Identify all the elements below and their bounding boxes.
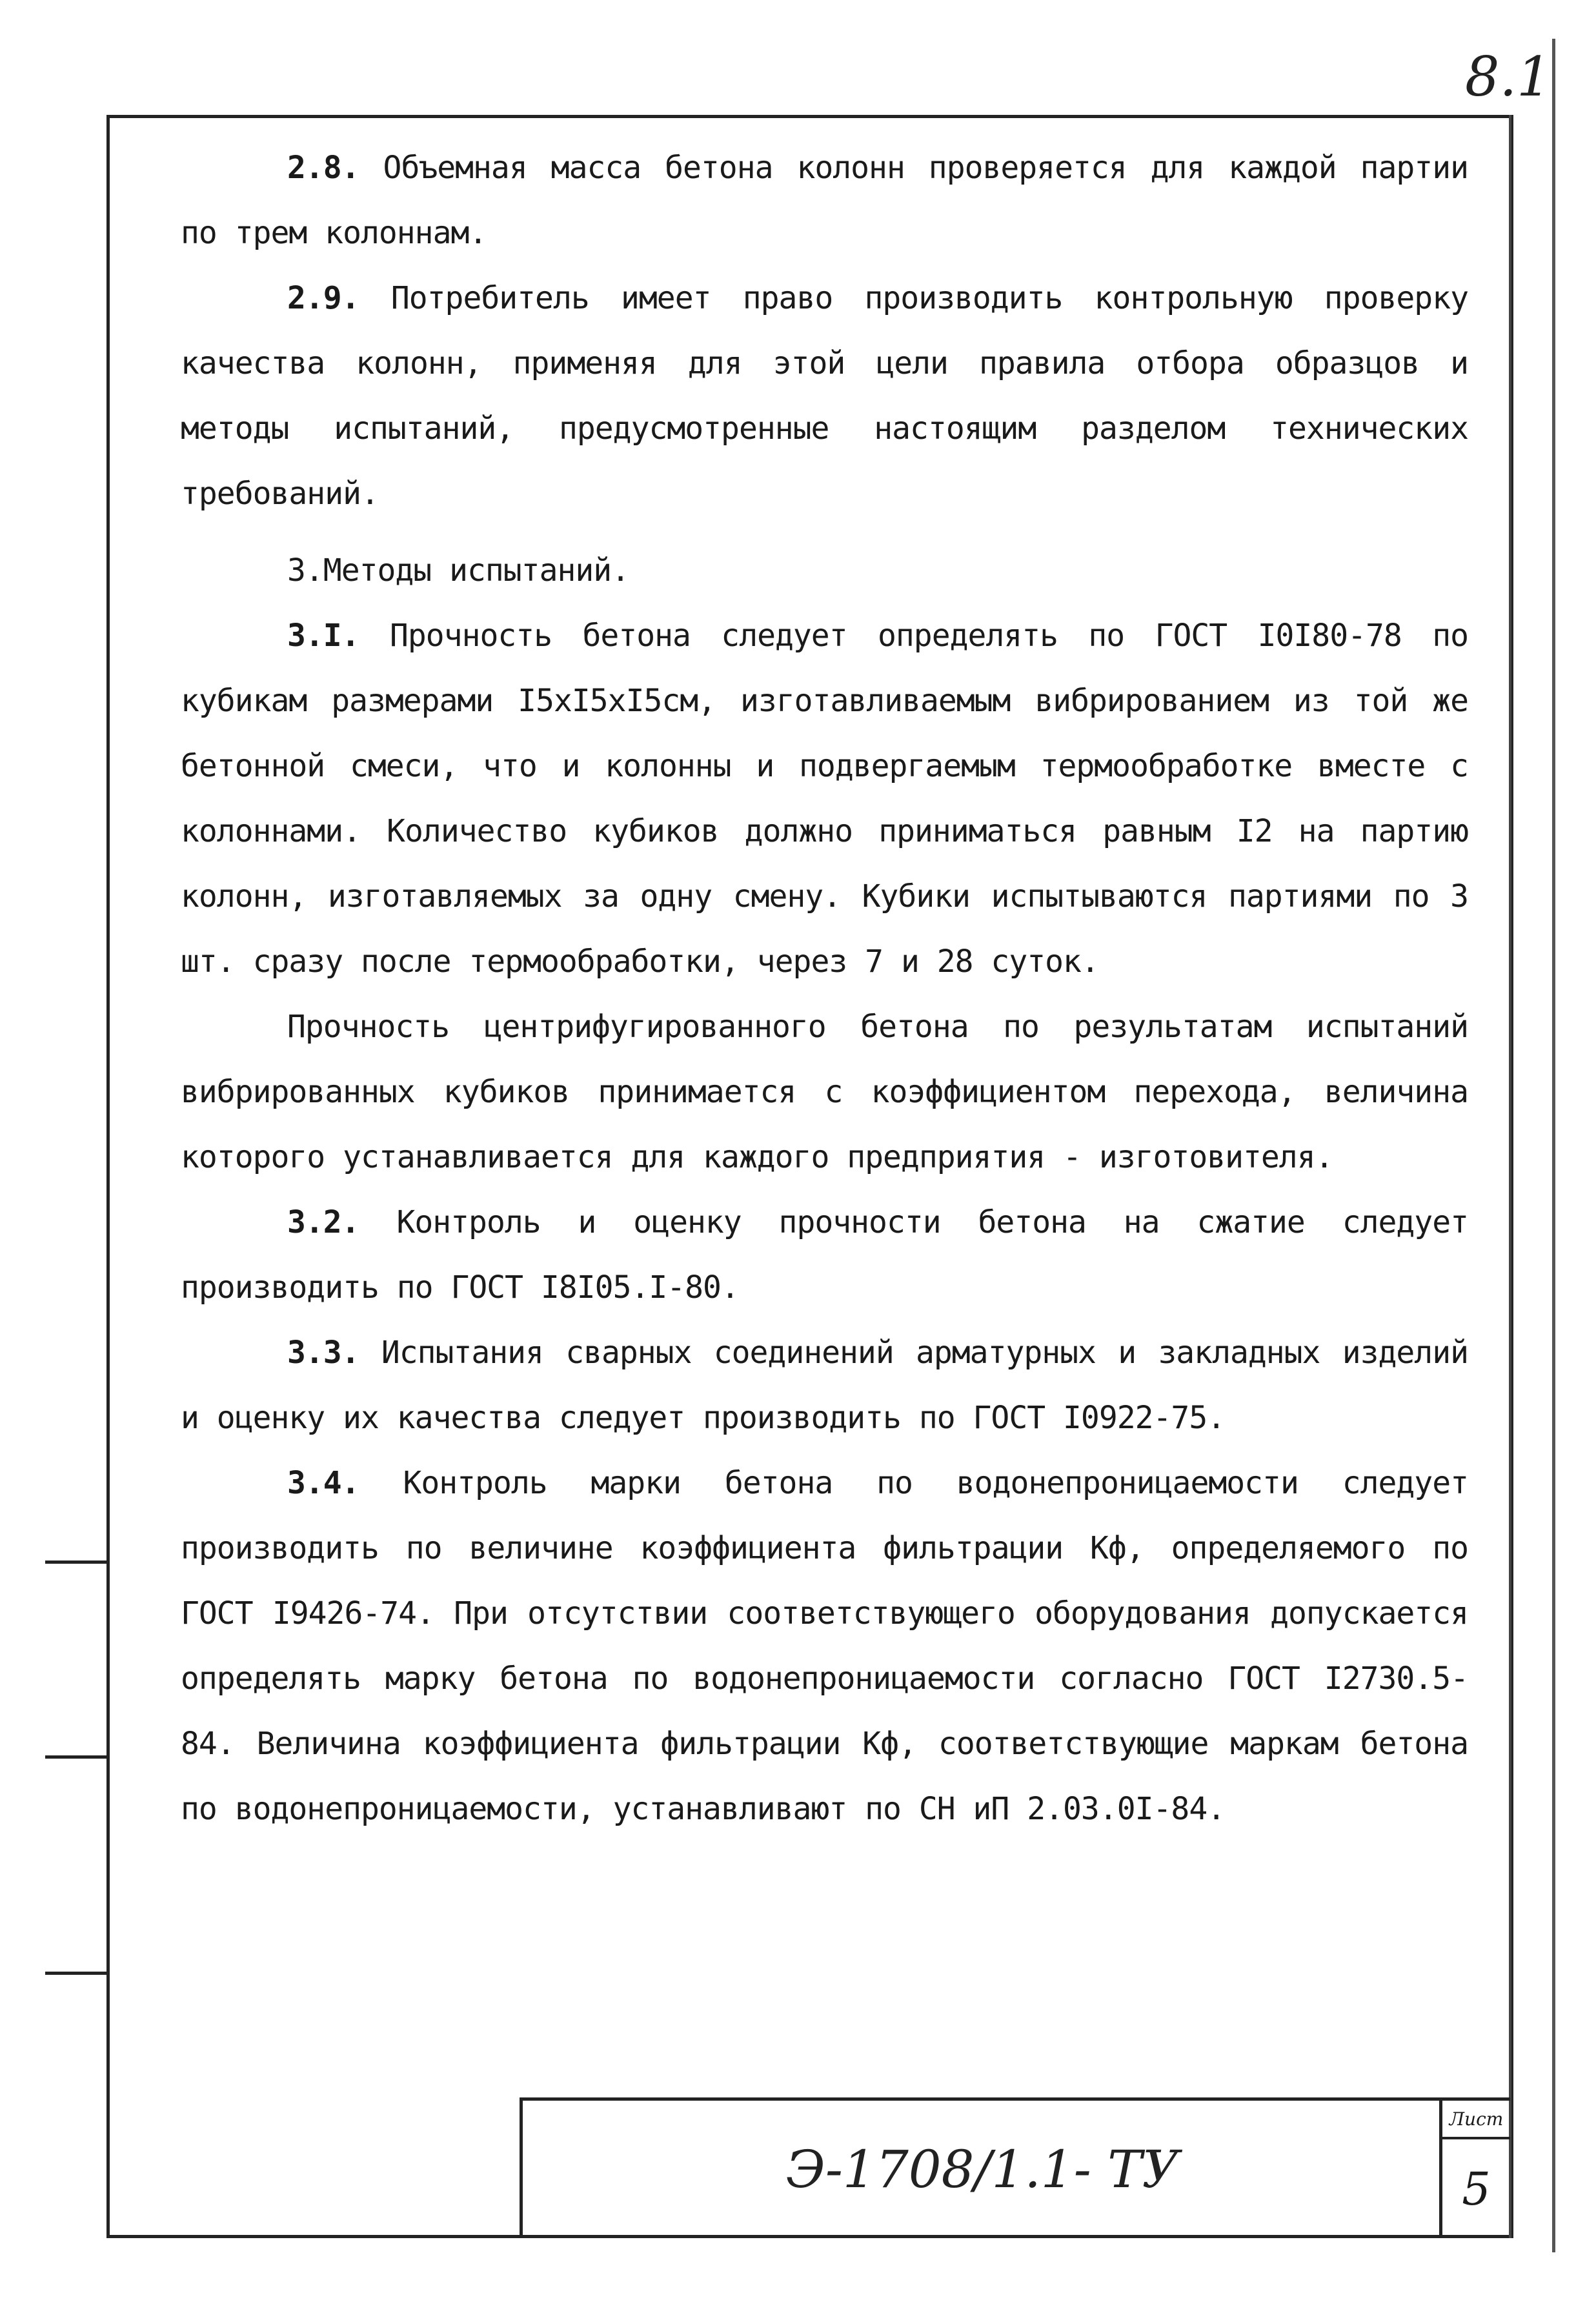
title-block xyxy=(520,2097,1510,2238)
paragraph-3-1 xyxy=(181,603,1468,995)
paragraph-3-3 xyxy=(181,1320,1468,1451)
inner-frame-rule xyxy=(1509,115,1511,2238)
clause-text: Испытания сварных соединений арматурных и закладных изделий и оценку их качества следует производить по ГОСТ I0922-75. xyxy=(181,1335,1468,1436)
clause-number: 3.I. xyxy=(287,618,359,654)
paragraph-2-8 xyxy=(181,136,1468,266)
document-code: Э-1708/1.1- ТУ xyxy=(785,2139,1180,2199)
paragraph-3-2 xyxy=(181,1190,1468,1320)
page-mark: 8.1 xyxy=(1465,45,1551,108)
paragraph-3-4 xyxy=(181,1451,1468,1842)
clause-text: Потребитель имеет право производить контрольную проверку качества колонн, применяя для этой цели правила отбора образцов и методы испытаний, предусмотренные настоящим разделом технических требований. xyxy=(181,280,1468,512)
paragraph-2-9 xyxy=(181,266,1468,527)
clause-text: Прочность бетона следует определять по ГОСТ I0I80-78 по кубикам размерами I5xI5xI5см, изготавливаемым вибрированием из той же бетонной смеси, что и колонны и подвергаемым термообработке вместе с колоннами. Количество кубиков должно приниматься равным I2 на партию колонн, изготавляемых за одну смену. Кубики испытываются партиями по 3 шт. сразу после термообработки, через 7 и 28 суток. xyxy=(181,618,1468,980)
margin-change-mark xyxy=(45,1561,110,1564)
document-body xyxy=(181,136,1468,1842)
clause-text: Объемная масса бетона колонн проверяется для каждой партии по трем колоннам. xyxy=(181,150,1468,251)
right-binding-rule xyxy=(1552,39,1555,2252)
section-heading: 3.Методы испытаний. xyxy=(287,552,630,589)
margin-change-mark xyxy=(45,1755,110,1759)
clause-number: 3.3. xyxy=(287,1335,359,1371)
clause-text: Прочность центрифугированного бетона по результатам испытаний вибрированных кубиков принимается с коэффициентом перехода, величина которого устанавливается для каждого предприятия - изготовителя. xyxy=(181,1009,1468,1175)
clause-number: 3.4. xyxy=(287,1465,359,1501)
sheet-label: Лист xyxy=(1442,2101,1510,2139)
clause-text: Контроль и оценку прочности бетона на сжатие следует производить по ГОСТ I8I05.I-80. xyxy=(181,1204,1468,1306)
clause-number: 3.2. xyxy=(287,1204,359,1240)
margin-change-mark xyxy=(45,1972,110,1975)
clause-number: 2.9. xyxy=(287,280,359,316)
paragraph-3-1-cont xyxy=(181,995,1468,1190)
sheet-number: 5 xyxy=(1462,2162,1491,2216)
clause-number: 2.8. xyxy=(287,150,359,186)
clause-text: Контроль марки бетона по водонепроницаемости следует производить по величине коэффициента фильтрации Кф, определяемого по ГОСТ I9426-74. При отсутствии соответствующего оборудования допускается определять марку бетона по водонепроницаемости согласно ГОСТ I2730.5-84. Величина коэффициента фильтрации Кф, соответствующие маркам бетона по водонепроницаемости, устанавливают по СН иП 2.03.0I-84. xyxy=(181,1465,1468,1827)
sheet-cell xyxy=(1439,2101,1510,2238)
